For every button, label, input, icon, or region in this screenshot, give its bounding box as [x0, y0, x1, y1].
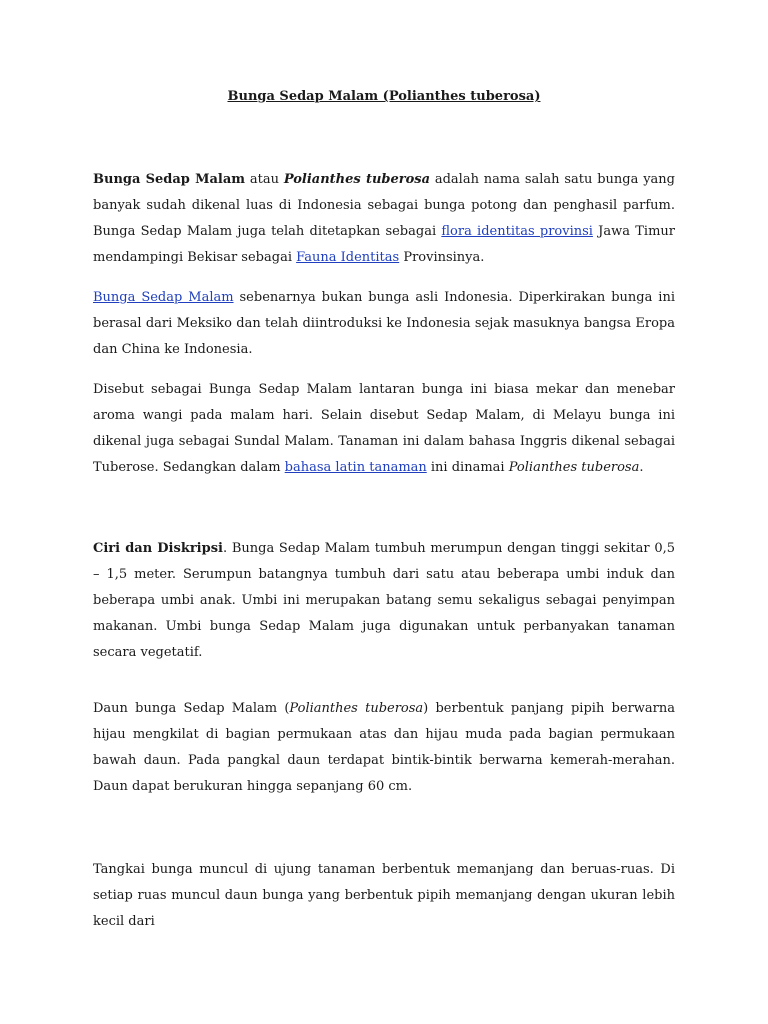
paragraph-text: . [639, 460, 644, 475]
bold-italic-term [284, 172, 430, 187]
scientific-name: Polianthes tuberosa [289, 701, 424, 716]
paragraph-text: Disebut sebagai Bunga Sedap Malam lantaran bunga ini biasa mekar dan menebar aroma wangi pada malam hari. Selain disebut Sedap Malam, di Melayu bunga ini dikenal juga sebagai Sundal Malam. Tanaman ini dalam bahasa Inggris dikenal sebagai Tuberose. Sedangkan dalam [93, 382, 675, 475]
paragraph-origin [93, 285, 675, 363]
link-flora-identitas-provinsi[interactable]: flora identitas provinsi [441, 224, 593, 239]
scientific-name: Polianthes tuberosa [508, 460, 640, 475]
link-bunga-sedap-malam[interactable]: Bunga Sedap Malam [93, 290, 234, 305]
paragraph-text: adalah nama salah satu bunga yang banyak sudah dikenal luas di Indonesia sebagai bunga potong dan penghasil parfum. Bunga Sedap Malam juga telah ditetapkan sebagai [93, 172, 675, 239]
scientific-name: Polianthes tuberosa [283, 172, 431, 187]
paragraph-description [93, 536, 675, 666]
paragraph-naming [93, 377, 675, 481]
document-title: Bunga Sedap Malam (Polianthes tuberosa) [227, 89, 541, 104]
paragraph-text: atau [245, 172, 284, 187]
paragraph-intro [93, 167, 675, 271]
paragraph-text: Jawa Timur mendampingi Bekisar sebagai [93, 224, 675, 265]
bold-term: Ciri dan Diskripsi [93, 541, 223, 556]
paragraph-text: ) berbentuk panjang pipih berwarna hijau mengkilat di bagian permukaan atas dan hijau muda pada bagian permukaan bawah daun. Pada pangkal daun terdapat bintik-bintik berwarna kemerah-merahan. Daun dapat berukuran hingga sepanjang 60 cm. [93, 701, 676, 794]
paragraph-text: Provinsinya. [399, 250, 485, 265]
paragraph-text: . Bunga Sedap Malam tumbuh merumpun dengan tinggi sekitar 0,5 – 1,5 meter. Serumpun batangnya tumbuh dari satu atau beberapa umbi induk dan beberapa umbi anak. Umbi ini merupakan batang semu sekaligus sebagai penyimpan makanan. Umbi bunga Sedap Malam juga digunakan untuk perbanyakan tanaman secara vegetatif. [93, 541, 675, 660]
link-fauna-identitas[interactable]: Fauna Identitas [296, 250, 400, 265]
paragraph-leaves [93, 696, 675, 800]
paragraph-text: Tangkai bunga muncul di ujung tanaman berbentuk memanjang dan beruas-ruas. Di setiap ruas muncul daun bunga yang berbentuk pipih memanjang dengan ukuran lebih kecil dari [93, 862, 675, 929]
paragraph-flower-stalk [93, 857, 675, 935]
paragraph-text: Daun bunga Sedap Malam ( [93, 701, 290, 716]
bold-term: Bunga Sedap Malam [93, 172, 246, 187]
paragraph-text: sebenarnya bukan bunga asli Indonesia. Diperkirakan bunga ini berasal dari Meksiko dan telah diintroduksi ke Indonesia sejak masuknya bangsa Eropa dan China ke Indonesia. [93, 290, 675, 357]
paragraph-text: ini dinamai [426, 460, 509, 475]
link-bahasa-latin-tanaman[interactable]: bahasa latin tanaman [284, 460, 427, 475]
